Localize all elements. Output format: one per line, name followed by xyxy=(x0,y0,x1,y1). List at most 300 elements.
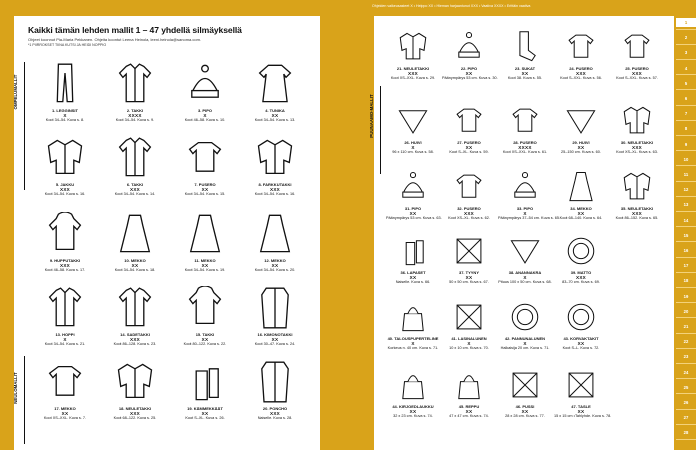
pattern-item xyxy=(498,234,552,285)
pattern-item xyxy=(242,212,308,273)
left-page xyxy=(14,16,320,450)
pattern-item xyxy=(242,62,308,123)
pattern-name: 35. NEULETAKKI xyxy=(620,206,654,211)
index-tab[interactable]: 9 xyxy=(684,141,688,147)
garment-illustration-icon xyxy=(554,30,608,64)
tab-separator xyxy=(676,135,696,136)
pattern-item xyxy=(498,300,552,351)
tab-separator xyxy=(676,44,696,45)
garment-illustration-icon xyxy=(172,62,238,106)
tab-separator xyxy=(676,74,696,75)
pattern-item xyxy=(442,368,496,419)
garment-illustration-icon xyxy=(554,104,608,138)
pattern-details: Koot XS–XXL. Kuva s. 61. xyxy=(502,150,548,154)
index-tab[interactable]: 7 xyxy=(684,111,688,117)
garment-illustration-icon xyxy=(172,286,238,330)
page-index-tabs xyxy=(676,16,696,450)
index-tab[interactable]: 23 xyxy=(683,354,689,360)
pattern-details: Koot 34–54. Kuva s. 15. xyxy=(184,192,226,196)
tab-separator xyxy=(676,241,696,242)
pattern-name: 20. PONCHO xyxy=(262,406,288,411)
difficulty-rating: XX xyxy=(131,263,139,268)
pattern-name: 42. PANNUNALUNEN xyxy=(504,336,546,341)
pattern-item xyxy=(172,62,238,123)
difficulty-rating: XX xyxy=(201,187,209,192)
pattern-name: 46. PUSSI xyxy=(515,404,535,409)
pattern-details: Koot 34–54. Kuva s. 13. xyxy=(254,118,296,122)
difficulty-rating: X xyxy=(411,341,415,346)
pattern-details: 50 x 50 cm. Kuva s. 67. xyxy=(449,280,489,284)
difficulty-rating: X xyxy=(63,113,67,118)
tab-separator xyxy=(676,165,696,166)
pattern-name: 47. TASLE xyxy=(571,404,591,409)
pattern-item xyxy=(386,104,440,155)
pattern-item xyxy=(102,136,168,197)
difficulty-rating: X xyxy=(523,275,527,280)
pattern-details: Koot 38. Kuva s. 55. xyxy=(507,76,543,80)
tab-separator xyxy=(676,272,696,273)
difficulty-rating: XXX xyxy=(129,187,141,192)
garment-illustration-icon xyxy=(102,62,168,106)
difficulty-rating: XXX xyxy=(129,411,141,416)
difficulty-rating: XX xyxy=(201,263,209,268)
pattern-name: 19. KÄMMEKKÄÄT xyxy=(187,406,223,411)
pattern-details: Halkaisija 20 cm. Kuva s. 71. xyxy=(500,346,550,350)
pattern-item xyxy=(442,234,496,285)
garment-illustration-icon xyxy=(32,286,98,330)
index-tab[interactable]: 5 xyxy=(684,80,688,86)
tab-separator xyxy=(676,150,696,151)
pattern-name: 39. MATTO xyxy=(570,270,592,275)
garment-illustration-icon xyxy=(442,234,496,268)
difficulty-rating: XXXX xyxy=(518,145,532,150)
difficulty-rating: X xyxy=(523,211,527,216)
pattern-item xyxy=(386,30,440,81)
difficulty-rating: X xyxy=(203,113,207,118)
pattern-item xyxy=(442,170,496,221)
pattern-details: 28 x 28 cm. Kuva s. 77. xyxy=(505,414,545,418)
difficulty-rating: XX xyxy=(577,211,585,216)
pattern-name: 17. MEKKO xyxy=(54,406,76,411)
pattern-name: 1. LEGGINSIT xyxy=(51,108,78,113)
pattern-name: 31. PIPO xyxy=(404,206,422,211)
garment-illustration-icon xyxy=(498,234,552,268)
difficulty-rating: XX xyxy=(201,337,209,342)
pattern-item xyxy=(554,104,608,155)
pattern-name: 24. PUSERO xyxy=(569,66,593,71)
difficulty-legend: Ohjeiden vaikeusasteet X • Helppo XX • Hieman harjaantunut XXX • Vaativa XXXX • Erittäin vaativa xyxy=(372,4,531,8)
index-tab[interactable]: 19 xyxy=(683,293,689,299)
garment-illustration-icon xyxy=(610,104,664,138)
pattern-name: 38. ANANNAKRA xyxy=(508,270,542,275)
tab-separator xyxy=(676,363,696,364)
index-tab[interactable]: 28 xyxy=(683,430,689,436)
pattern-name: 10. MEKKO xyxy=(124,258,146,263)
index-tab[interactable]: 25 xyxy=(683,384,689,390)
garment-illustration-icon xyxy=(172,212,238,256)
pattern-item xyxy=(32,136,98,197)
pattern-name: 23. SUKAT xyxy=(514,66,536,71)
garment-illustration-icon xyxy=(242,136,308,180)
pattern-details: Koot S–XL. Kuva s. 26. xyxy=(185,416,225,420)
tab-separator xyxy=(676,287,696,288)
pattern-details: Päänympärys 53 cm. Kuva s. 63. xyxy=(386,216,442,220)
pattern-item xyxy=(498,170,561,221)
pattern-item xyxy=(242,360,308,421)
pattern-details: Koot XS–XXL. Kuva s. 7. xyxy=(43,416,87,420)
pattern-details: Koot 86–128. Kuva s. 23. xyxy=(113,342,157,346)
tab-separator xyxy=(676,302,696,303)
garment-illustration-icon xyxy=(442,368,496,402)
pattern-item xyxy=(242,136,308,197)
index-tab[interactable]: 21 xyxy=(683,324,689,329)
garment-illustration-icon xyxy=(498,104,552,138)
index-tab[interactable]: 12 xyxy=(683,187,689,193)
garment-illustration-icon xyxy=(242,286,308,330)
garment-illustration-icon xyxy=(442,30,496,64)
pattern-name: 27. PUSERO xyxy=(457,140,481,145)
pattern-item xyxy=(172,212,238,273)
pattern-item xyxy=(386,234,440,285)
pattern-item xyxy=(102,286,168,347)
garment-illustration-icon xyxy=(386,30,440,64)
index-tab[interactable]: 26 xyxy=(683,400,689,405)
garment-illustration-icon xyxy=(610,170,664,204)
pattern-item xyxy=(554,234,608,285)
pattern-details: Koot 46–58. Kuva s. 17. xyxy=(44,268,86,272)
pattern-name: 14. SADETAKKI xyxy=(120,332,150,337)
difficulty-rating: XX xyxy=(271,337,279,342)
pattern-details: Koot 34–54. Kuva s. 16. xyxy=(44,192,86,196)
pattern-name: 44. KIRJOEDLAUKKU xyxy=(392,404,434,409)
tab-separator xyxy=(676,348,696,349)
index-tab[interactable]: 1 xyxy=(676,18,696,27)
pattern-name: 13. HOPPI xyxy=(55,332,75,337)
pattern-name: 16. KIMONOTAKKI xyxy=(257,332,293,337)
garment-illustration-icon xyxy=(386,104,440,138)
tab-separator xyxy=(676,439,696,440)
section-label-puunaamo: PUUNAAMO-MALLIT xyxy=(369,94,374,138)
difficulty-rating: XXX xyxy=(631,145,643,150)
garment-illustration-icon xyxy=(386,234,440,268)
garment-illustration-icon xyxy=(172,360,238,404)
pattern-item xyxy=(32,360,98,421)
index-tab[interactable]: 22 xyxy=(683,339,689,345)
garment-illustration-icon xyxy=(386,368,440,402)
pattern-details: 10 x 10 cm. Kuva s. 70. xyxy=(449,346,489,350)
tab-separator xyxy=(676,378,696,379)
difficulty-rating: XX xyxy=(521,409,529,414)
pattern-details: Pituus 100 x 50 cm. Kuva s. 68. xyxy=(498,280,552,284)
garment-illustration-icon xyxy=(32,360,98,404)
difficulty-rating: XXXX xyxy=(128,113,142,118)
garment-illustration-icon xyxy=(386,170,440,204)
pattern-name: 11. MEKKO xyxy=(194,258,216,263)
tab-separator xyxy=(676,105,696,106)
difficulty-rating: XXX xyxy=(269,187,281,192)
tab-separator xyxy=(676,333,696,334)
difficulty-rating: XXX xyxy=(575,71,587,76)
tab-separator xyxy=(676,409,696,410)
garment-illustration-icon xyxy=(498,30,552,64)
pattern-name: 29. HUIVI xyxy=(572,140,590,145)
tab-separator xyxy=(676,89,696,90)
index-tab[interactable]: 11 xyxy=(683,172,689,177)
pattern-details: Korkeus n. 40 cm. Kuva s. 71. xyxy=(387,346,439,350)
difficulty-rating: XX xyxy=(577,145,585,150)
difficulty-rating: XX xyxy=(465,409,473,414)
pattern-details: Koot 68–140. Kuva s. 64. xyxy=(559,216,603,220)
pattern-name: 34. MEKKO xyxy=(570,206,592,211)
garment-illustration-icon xyxy=(554,234,608,268)
difficulty-rating: X xyxy=(467,341,471,346)
pattern-item xyxy=(386,368,440,419)
pattern-details: Koot 34–54. Kuva s. 9. xyxy=(115,118,155,122)
pattern-details: Koot 34–54. Kuva s. 20. xyxy=(254,268,296,272)
pattern-name: 8. FARKKUTAKKI xyxy=(258,182,292,187)
pattern-details: 96 x 110 cm. Kuva s. 58. xyxy=(392,150,434,154)
pattern-name: 40. TALOUSPUPERTELINE xyxy=(387,336,439,341)
pattern-item xyxy=(386,170,440,221)
index-tab[interactable]: 24 xyxy=(683,369,689,375)
index-tab[interactable]: 13 xyxy=(683,202,689,208)
difficulty-rating: XX xyxy=(577,409,585,414)
difficulty-rating: XX xyxy=(577,341,585,346)
garment-illustration-icon xyxy=(386,300,440,334)
difficulty-rating: XX xyxy=(521,71,529,76)
pattern-name: 22. PIPO xyxy=(460,66,478,71)
section-label-knitting: NEULOMALLIT xyxy=(13,372,18,404)
pattern-name: 7. PUSERO xyxy=(194,182,216,187)
pattern-details: Koot 34–54. Kuva s. 16. xyxy=(254,192,296,196)
tab-separator xyxy=(676,211,696,212)
pattern-item xyxy=(554,30,608,81)
pattern-item xyxy=(242,286,308,347)
illustration-credit: *1 PIIRROKSET TIINA KUTSI JA HEIDI NOPPIO xyxy=(28,43,107,47)
difficulty-rating: XXX xyxy=(463,211,475,216)
pattern-details: Koot 30–47. Kuva s. 24. xyxy=(254,342,296,346)
difficulty-rating: X xyxy=(63,337,67,342)
page-title: Kaikki tämän lehden mallit 1 – 47 yhdellä silmäyksellä xyxy=(28,25,242,35)
pattern-item xyxy=(32,212,98,273)
garment-illustration-icon xyxy=(102,360,168,404)
index-tab[interactable]: 4 xyxy=(684,65,688,71)
pattern-name: 5. JAKKU xyxy=(55,182,75,187)
garment-illustration-icon xyxy=(498,170,552,204)
pattern-details: Koot 34–54. Kuva s. 21. xyxy=(44,342,86,346)
pattern-details: Koot XS–XL. Kuva s. 63. xyxy=(616,150,658,154)
pattern-details: Koot 34–54. Kuva s. 19. xyxy=(184,268,226,272)
difficulty-rating: XX xyxy=(465,71,473,76)
index-tab[interactable]: 8 xyxy=(684,126,688,132)
pattern-name: 45. REPPU xyxy=(458,404,480,409)
pattern-item xyxy=(386,300,440,351)
pattern-details: Päänympärys 53 cm. Kuva s. 30. xyxy=(442,76,498,80)
garment-illustration-icon xyxy=(32,62,98,106)
pattern-item xyxy=(32,286,98,347)
pattern-details: Koot S–L. Kuva s. 72. xyxy=(562,346,600,350)
difficulty-rating: XXX xyxy=(269,411,281,416)
index-tab[interactable]: 3 xyxy=(684,50,688,56)
pattern-name: 3. PIPO xyxy=(197,108,212,113)
pattern-name: 15. TAKKI xyxy=(195,332,215,337)
pattern-item xyxy=(172,136,238,197)
tab-separator xyxy=(676,120,696,121)
difficulty-rating: XXX xyxy=(631,211,643,216)
difficulty-rating: X xyxy=(411,145,415,150)
garment-illustration-icon xyxy=(102,136,168,180)
difficulty-rating: XX xyxy=(465,275,473,280)
section-divider xyxy=(24,356,25,444)
garment-illustration-icon xyxy=(442,104,496,138)
difficulty-rating: XX xyxy=(201,411,209,416)
difficulty-rating: XXX xyxy=(631,71,643,76)
index-tab[interactable]: 16 xyxy=(683,248,689,253)
difficulty-rating: XX xyxy=(409,275,417,280)
pattern-details: Koot 34–54. Kuva s. 8. xyxy=(45,118,85,122)
garment-illustration-icon xyxy=(498,368,552,402)
difficulty-rating: XXX xyxy=(59,187,71,192)
index-tab[interactable]: 15 xyxy=(683,232,689,238)
index-tab[interactable]: 14 xyxy=(683,217,689,223)
garment-illustration-icon xyxy=(32,136,98,180)
garment-illustration-icon xyxy=(242,360,308,404)
pattern-item xyxy=(610,170,664,221)
index-tab[interactable]: 20 xyxy=(683,308,689,314)
pattern-details: Koot S–XL. Kuva s. 59. xyxy=(449,150,489,154)
pattern-item xyxy=(498,368,552,419)
tab-separator xyxy=(676,196,696,197)
pattern-details: Koot S–XXL. Kuva s. 57. xyxy=(616,76,658,80)
pattern-name: 6. TAKKI xyxy=(126,182,144,187)
difficulty-rating: XXX xyxy=(59,263,71,268)
difficulty-rating: XX xyxy=(465,145,473,150)
index-tab[interactable]: 27 xyxy=(683,415,689,421)
pattern-item xyxy=(442,104,496,155)
garment-illustration-icon xyxy=(610,30,664,64)
pattern-details: 47 x 47 cm. Kuva s. 74. xyxy=(449,414,489,418)
pattern-name: 2. TAKKI xyxy=(126,108,144,113)
pattern-details: Päänympärys 37–54 cm. Kuva s. 65. xyxy=(498,216,561,220)
pattern-details: 32 x 23 cm. Kuva s. 74. xyxy=(393,414,433,418)
pattern-name: 4. TUNIKA xyxy=(265,108,285,113)
garment-illustration-icon xyxy=(102,286,168,330)
pattern-name: 28. PUSERO xyxy=(513,140,537,145)
pattern-item xyxy=(442,30,496,81)
index-tab[interactable]: 2 xyxy=(684,35,688,41)
pattern-item xyxy=(102,62,168,123)
pattern-details: Koot XS–XL. Kuva s. 62. xyxy=(448,216,490,220)
pattern-name: 26. HUIVI xyxy=(404,140,422,145)
pattern-item xyxy=(554,300,608,351)
pattern-item xyxy=(442,300,496,351)
pattern-details: Koot 68–122. Kuva s. 25. xyxy=(113,416,157,420)
right-page xyxy=(369,16,674,450)
pattern-name: 32. PUSERO xyxy=(457,206,481,211)
tab-separator xyxy=(676,257,696,258)
pattern-details: 25–150 cm. Kuva s. 60. xyxy=(561,150,601,154)
pattern-item xyxy=(102,212,168,273)
pattern-name: 41. LASINALUNEN xyxy=(451,336,487,341)
tab-separator xyxy=(676,317,696,318)
tab-separator xyxy=(676,424,696,425)
pattern-details: Koot S–XXL. Kuva s. 56. xyxy=(560,76,602,80)
garment-illustration-icon xyxy=(242,62,308,106)
garment-illustration-icon xyxy=(554,300,608,334)
difficulty-rating: XX xyxy=(271,263,279,268)
index-tab[interactable]: 17 xyxy=(683,263,689,269)
section-label-sewing: OMPELUMALLIT xyxy=(13,74,18,110)
index-tab[interactable]: 6 xyxy=(684,96,688,101)
pattern-item xyxy=(172,360,238,421)
pattern-name: 9. HUPPUTAKKI xyxy=(49,258,81,263)
garment-illustration-icon xyxy=(172,136,238,180)
pattern-name: 37. TYYNY xyxy=(458,270,479,275)
pattern-details: Koot 34–54. Kuva s. 18. xyxy=(114,268,156,272)
difficulty-rating: X xyxy=(523,341,527,346)
pattern-name: 43. KORVAKTAKIT xyxy=(563,336,599,341)
pattern-name: 21. NEULETAKKI xyxy=(396,66,430,71)
pattern-name: 30. NEULETAKKI xyxy=(620,140,654,145)
difficulty-rating: XX xyxy=(271,113,279,118)
garment-illustration-icon xyxy=(32,212,98,256)
tab-separator xyxy=(676,226,696,227)
tab-separator xyxy=(676,29,696,30)
difficulty-rating: XX xyxy=(61,411,69,416)
tab-separator xyxy=(676,181,696,182)
difficulty-rating: XXX xyxy=(407,71,419,76)
difficulty-rating: XX xyxy=(409,409,417,414)
pattern-item xyxy=(32,62,98,123)
pattern-item xyxy=(554,170,608,221)
pattern-name: 33. PIPO xyxy=(516,206,534,211)
difficulty-rating: XX xyxy=(409,211,417,216)
pattern-item xyxy=(498,104,552,155)
pattern-name: 18. NEULETAKKI xyxy=(118,406,152,411)
pattern-name: 12. MEKKO xyxy=(264,258,286,263)
tab-separator xyxy=(676,393,696,394)
page-subtitle: Ohjeet koonnut Pia-Maria Pekkanen. Ohjeita koontut Leena Heinola, leeni.heinola@sanoma.com. xyxy=(28,37,202,42)
garment-illustration-icon xyxy=(442,300,496,334)
pattern-name: 36. LAPASET xyxy=(400,270,426,275)
difficulty-rating: XXX xyxy=(575,275,587,280)
pattern-details: 83–70 cm. Kuva s. 69. xyxy=(562,280,600,284)
pattern-item xyxy=(172,286,238,347)
pattern-item xyxy=(498,30,552,81)
index-tab[interactable]: 18 xyxy=(683,278,689,284)
pattern-details: Naiselle. Kuva s. 28. xyxy=(257,416,293,420)
garment-illustration-icon xyxy=(242,212,308,256)
garment-illustration-icon xyxy=(442,170,496,204)
pattern-details: Koot 34–54. Kuva s. 14. xyxy=(114,192,156,196)
pattern-details: Koot 46–58. Kuva s. 10. xyxy=(184,118,226,122)
pattern-details: Koot 86–152. Kuva s. 65. xyxy=(615,216,659,220)
pattern-name: 25. PUSERO xyxy=(625,66,649,71)
pattern-item xyxy=(102,360,168,421)
pattern-details: Koot 80–122. Kuva s. 22. xyxy=(183,342,227,346)
garment-illustration-icon xyxy=(554,170,608,204)
index-tab[interactable]: 10 xyxy=(683,156,689,162)
section-divider xyxy=(24,62,25,190)
pattern-item xyxy=(610,104,664,155)
pattern-item xyxy=(554,368,612,419)
pattern-details: 15 x 15 cm •Tahlyhde. Kuva s. 78. xyxy=(554,414,612,418)
pattern-item xyxy=(610,30,664,81)
difficulty-rating: XXX xyxy=(129,337,141,342)
tab-separator xyxy=(676,59,696,60)
garment-illustration-icon xyxy=(102,212,168,256)
section-divider xyxy=(380,86,381,174)
